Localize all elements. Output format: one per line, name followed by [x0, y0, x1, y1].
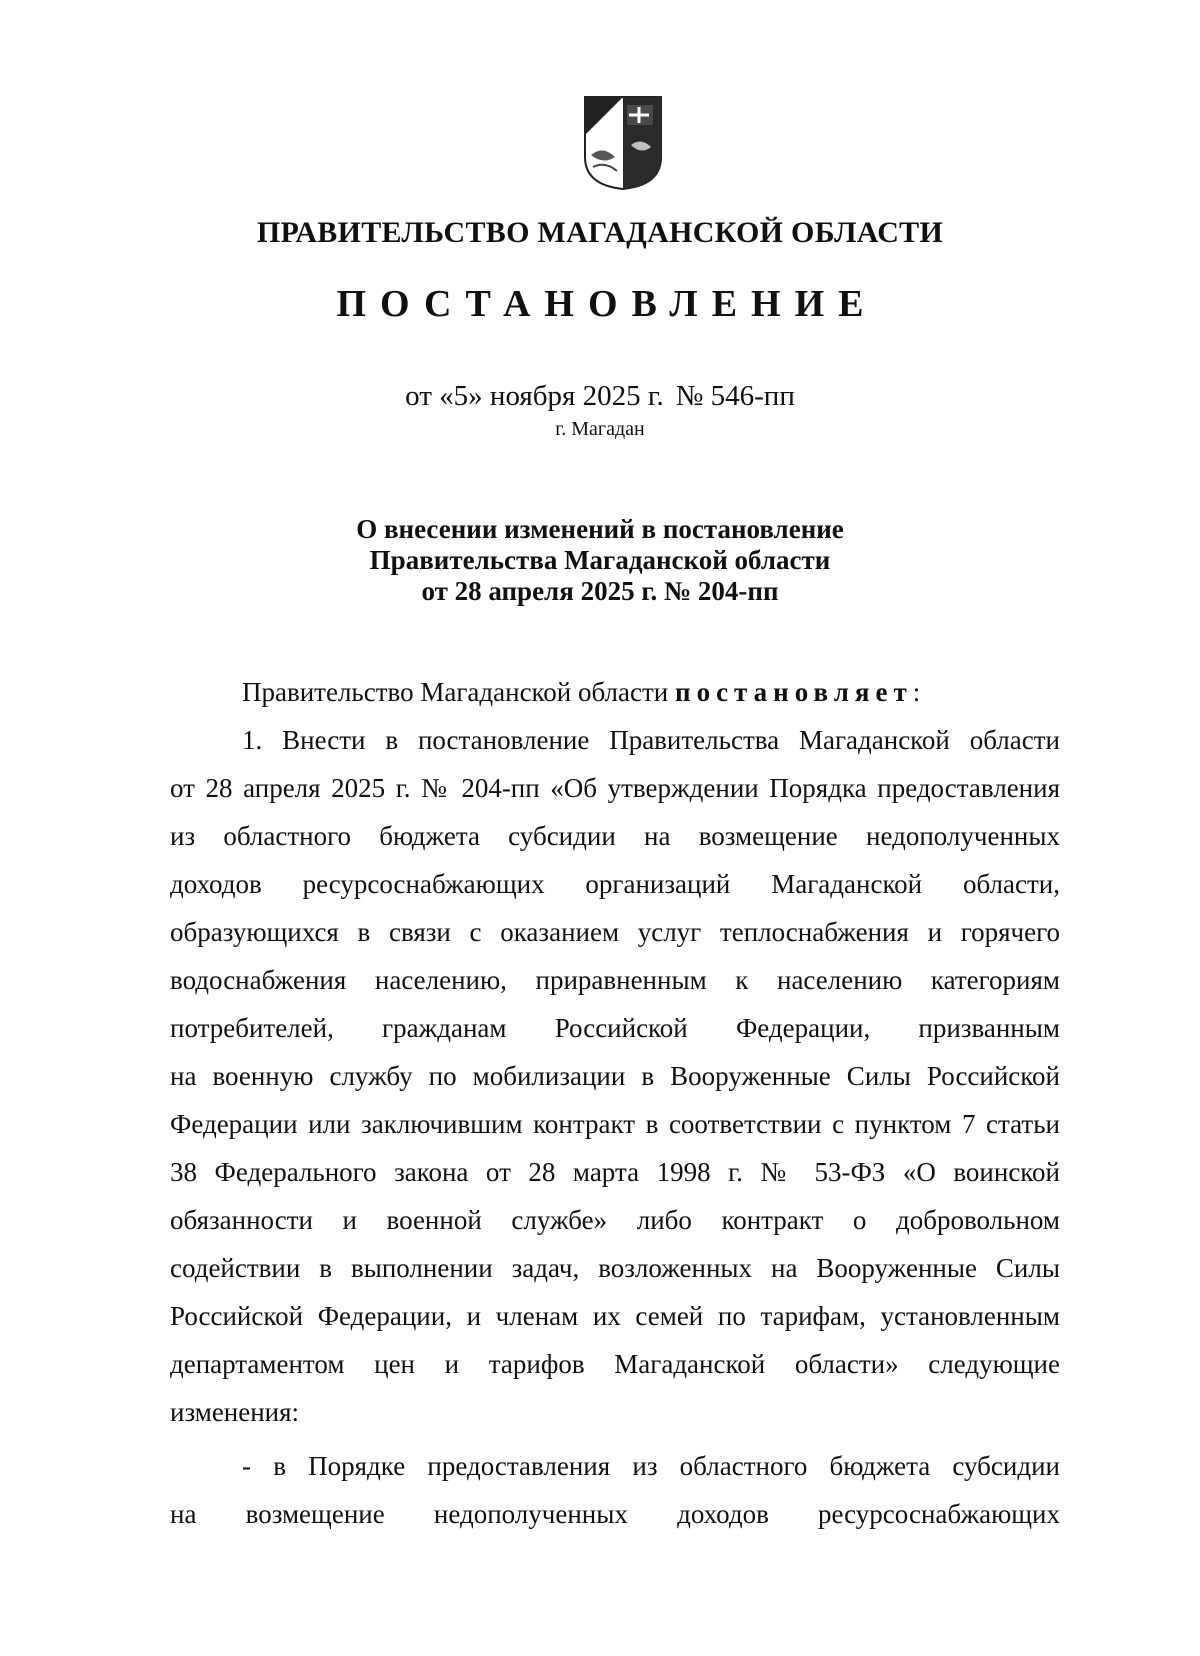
paragraph-1 — [170, 716, 1060, 1436]
paragraph-line: от 28 апреля 2025 г. № 204-пп «Об утверждении Порядка предоставления — [170, 773, 1060, 803]
paragraph-line: - в Порядке предоставления из областного бюджета субсидии — [242, 1451, 1060, 1481]
paragraph-line: образующихся в связи с оказанием услуг теплоснабжения и горячего — [170, 917, 1060, 947]
preamble — [170, 668, 1060, 716]
document-number: № 546-пп — [675, 380, 795, 412]
paragraph-line: 1. Внести в постановление Правительства Магаданской области — [242, 725, 1060, 755]
paragraph-line: на возмещение недополученных доходов ресурсоснабжающих — [170, 1499, 1060, 1529]
document-body — [170, 668, 1060, 1538]
paragraph-line: обязанности и военной службе» либо контракт о добровольном — [170, 1205, 1060, 1235]
document-type: ПОСТАНОВЛЕНИЕ — [336, 283, 878, 325]
paragraph-2 — [170, 1442, 1060, 1538]
paragraph-line: Российской Федерации, и членам их семей по тарифам, установленным — [170, 1301, 1060, 1331]
preamble-text: Правительство Магаданской области — [242, 677, 669, 707]
paragraph-line: департаментом цен и тарифов Магаданской области» следующие — [170, 1349, 1060, 1379]
title-line: Правительства Магаданской области — [369, 545, 831, 575]
preamble-keyword: постановляет — [675, 677, 913, 707]
document-date: от «5» ноября 2025 г. — [405, 380, 664, 412]
title-line: О внесении изменений в постановление — [356, 514, 844, 544]
title-line: от 28 апреля 2025 г. № 204-пп — [421, 576, 779, 606]
coat-of-arms-emblem — [583, 95, 663, 191]
paragraph-line: потребителей, гражданам Российской Федерации, призванным — [170, 1013, 1060, 1043]
date-number-line — [0, 380, 1200, 413]
paragraph-line: водоснабжения населению, приравненным к населению категориям — [170, 965, 1060, 995]
paragraph-line: содействии в выполнении задач, возложенных на Вооруженные Силы — [170, 1253, 1060, 1283]
paragraph-line: доходов ресурсоснабжающих организаций Магаданской области, — [170, 869, 1060, 899]
document-title — [0, 514, 1200, 607]
document-city: г. Магадан — [555, 418, 645, 440]
preamble-colon: : — [912, 677, 921, 707]
paragraph-line: на военную службу по мобилизации в Вооруженные Силы Российской — [170, 1061, 1060, 1091]
paragraph-line: изменения: — [170, 1397, 300, 1427]
paragraph-line: Федерации или заключившим контракт в соответствии с пунктом 7 статьи — [170, 1109, 1060, 1139]
paragraph-line: из областного бюджета субсидии на возмещение недополученных — [170, 821, 1060, 851]
organization-name: ПРАВИТЕЛЬСТВО МАГАДАНСКОЙ ОБЛАСТИ — [256, 216, 944, 249]
paragraph-line: 38 Федерального закона от 28 марта 1998 г. № 53-ФЗ «О воинской — [170, 1157, 1060, 1187]
